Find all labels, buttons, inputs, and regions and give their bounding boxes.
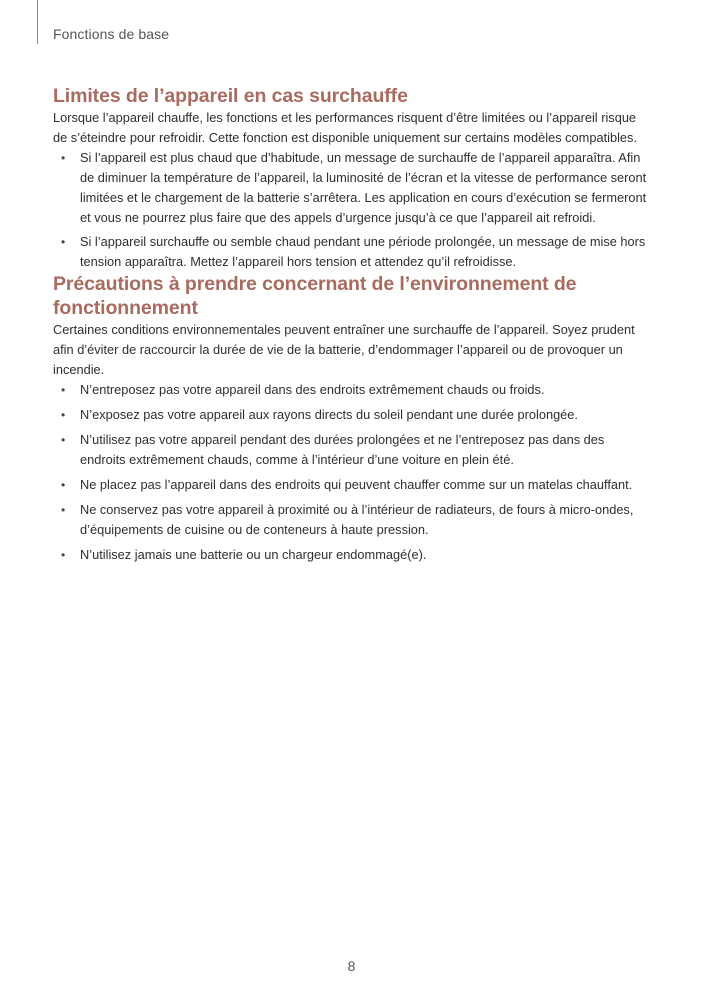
- bullet-icon: •: [61, 433, 66, 447]
- list-item: [53, 500, 653, 540]
- page-number: 8: [347, 958, 356, 974]
- list-item-text: Si l’appareil surchauffe ou semble chaud pendant une période prolongée, un message de mise hors tension apparaîtra. Mettez l’appareil hors tension et attendez qu’il refroidisse.: [80, 234, 646, 269]
- list-item: [53, 405, 653, 425]
- section-intro-environment-precautions: Certaines conditions environnementales peuvent entraîner une surchauffe de l’appareil. Soyez prudent afin d’éviter de raccourcir la durée de vie de la batterie, d’endommager l’appareil ou de provoquer un incendie.: [53, 322, 635, 377]
- list-item-text: N’utilisez jamais une batterie ou un chargeur endommagé(e).: [80, 547, 427, 562]
- bullet-icon: •: [61, 151, 66, 165]
- section-intro-overheat-limits: Lorsque l’appareil chauffe, les fonctions et les performances risquent d’être limitées ou l’appareil risque de s’éteindre pour refroidir. Cette fonction est disponible uniquement sur certains modèles compatibles.: [53, 110, 638, 145]
- bullet-icon: •: [61, 235, 66, 249]
- list-item-text: N’utilisez pas votre appareil pendant des durées prolongées et ne l’entreposez pas dans des endroits extrêmement chauds, comme à l’intérieur d’une voiture en plein été.: [80, 432, 605, 467]
- list-item-text: Ne conservez pas votre appareil à proximité ou à l’intérieur de radiateurs, de fours à micro-ondes, d’équipements de cuisine ou de conteneurs à haute pression.: [80, 502, 634, 537]
- bullet-list-overheat-limits: [53, 148, 653, 272]
- bullet-list-environment-precautions: [53, 380, 653, 565]
- list-item-text: N’entreposez pas votre appareil dans des endroits extrêmement chauds ou froids.: [80, 382, 545, 397]
- list-item: [53, 430, 653, 470]
- header-divider: [37, 0, 38, 44]
- section-title-overheat-limits: Limites de l’appareil en cas surchauffe: [53, 85, 408, 107]
- list-item: [53, 475, 653, 495]
- bullet-icon: •: [61, 408, 66, 422]
- bullet-icon: •: [61, 478, 66, 492]
- bullet-icon: •: [61, 383, 66, 397]
- list-item: [53, 148, 653, 228]
- bullet-icon: •: [61, 503, 66, 517]
- list-item: [53, 232, 653, 272]
- running-header: Fonctions de base: [53, 26, 170, 42]
- list-item: [53, 545, 653, 565]
- page-content: [53, 84, 653, 565]
- list-item-text: Ne placez pas l’appareil dans des endroits qui peuvent chauffer comme sur un matelas chauffant.: [80, 477, 633, 492]
- list-item: [53, 380, 653, 400]
- list-item-text: Si l’appareil est plus chaud que d’habitude, un message de surchauffe de l’appareil apparaîtra. Afin de diminuer la température de l’appareil, la luminosité de l’écran et la vitesse de performance seront limitées et le chargement de la batterie s’arrêtera. Les application en cours d’exécution se fermeront et vous ne pourrez plus faire que des appels d’urgence jusqu’à ce que l’appareil ait refroidi.: [80, 150, 647, 225]
- section-title-environment-precautions: Précautions à prendre concernant de l’environnement de fonctionnement: [53, 273, 577, 319]
- bullet-icon: •: [61, 548, 66, 562]
- list-item-text: N’exposez pas votre appareil aux rayons directs du soleil pendant une durée prolongée.: [80, 407, 578, 422]
